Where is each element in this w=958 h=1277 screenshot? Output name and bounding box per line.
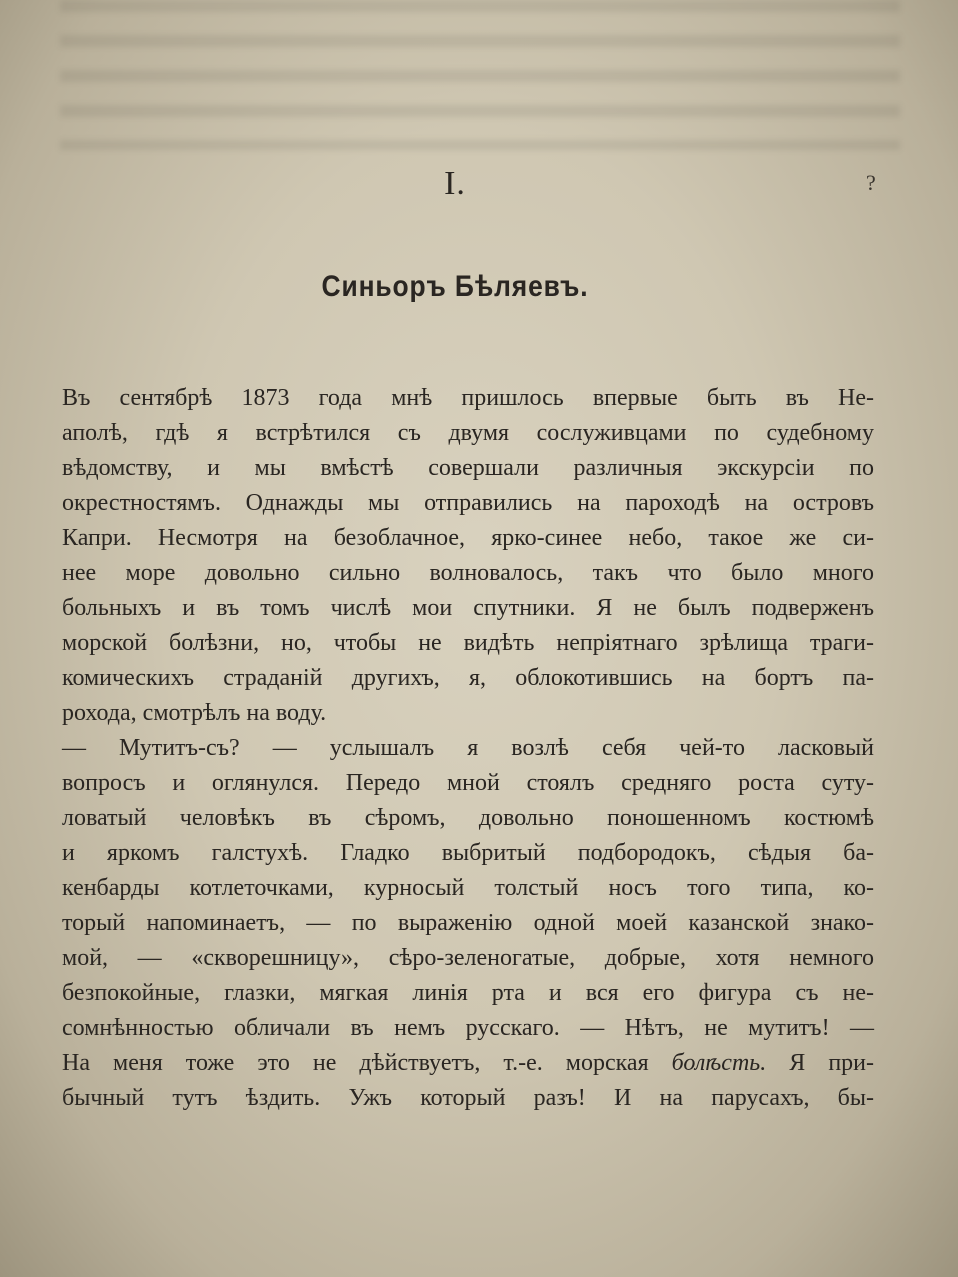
text-line: — Мутитъ-съ? — услышалъ я возлѣ себя чей-то ласковый xyxy=(62,735,874,761)
bleed-through-text xyxy=(60,0,900,150)
text-line: кенбарды котлеточками, курносый толстый носъ того типа, ко- xyxy=(62,875,874,901)
text-line: вопросъ и оглянулся. Передо мной стоялъ средняго роста суту- xyxy=(62,770,874,796)
text-line-start: На меня тоже это не дѣйствуетъ, т.-е. морская xyxy=(62,1050,672,1076)
text-line: больныхъ и въ томъ числѣ мои спутники. Я не былъ подверженъ xyxy=(62,595,874,621)
text-line: аполѣ, гдѣ я встрѣтился съ двумя сослуживцами по судебному xyxy=(62,420,874,446)
text-line: рохода, смотрѣлъ на воду. xyxy=(62,700,327,726)
text-line: бычный тутъ ѣздить. Ужъ который разъ! И на парусахъ, бы- xyxy=(62,1085,874,1111)
text-line: комическихъ страданій другихъ, я, облокотившись на бортъ па- xyxy=(62,665,874,691)
text-line: Капри. Несмотря на безоблачное, ярко-синее небо, такое же си- xyxy=(62,525,874,551)
text-line-mixed xyxy=(62,1046,874,1081)
text-line: окрестностямъ. Однажды мы отправились на пароходѣ на островъ xyxy=(62,490,874,516)
text-line: ловатый человѣкъ въ сѣромъ, довольно поношенномъ костюмѣ xyxy=(62,805,874,831)
text-line: безпокойные, глазки, мягкая линія рта и вся его фигура съ не- xyxy=(62,980,874,1006)
text-line: вѣдомству, и мы вмѣстѣ совершали различныя экскурсіи по xyxy=(62,455,874,481)
italic-word: болѣсть. xyxy=(671,1050,767,1076)
text-line: нее море довольно сильно волновалось, такъ что было много xyxy=(62,560,874,586)
stray-mark: ? xyxy=(866,170,876,195)
chapter-number: I. xyxy=(444,165,466,202)
text-line-end: Я при- xyxy=(766,1050,874,1076)
text-line: Въ сентябрѣ 1873 года мнѣ пришлось впервые быть въ Не- xyxy=(62,385,874,411)
text-line: мой, — «скворешницу», сѣро-зеленогатые, добрые, хотя немного xyxy=(62,945,874,971)
chapter-title: Синьоръ Бѣляевъ. xyxy=(321,270,589,303)
text-line: торый напоминаетъ, — по выраженію одной моей казанской знако- xyxy=(62,910,874,936)
text-line: и яркомъ галстухѣ. Гладко выбритый подбородокъ, сѣдыя ба- xyxy=(62,840,874,866)
text-line: морской болѣзни, но, чтобы не видѣть непріятнаго зрѣлища траги- xyxy=(62,630,874,656)
text-line: сомнѣнностью обличали въ немъ русскаго. — Нѣтъ, не мутитъ! — xyxy=(62,1015,874,1041)
body-text xyxy=(62,381,874,1116)
